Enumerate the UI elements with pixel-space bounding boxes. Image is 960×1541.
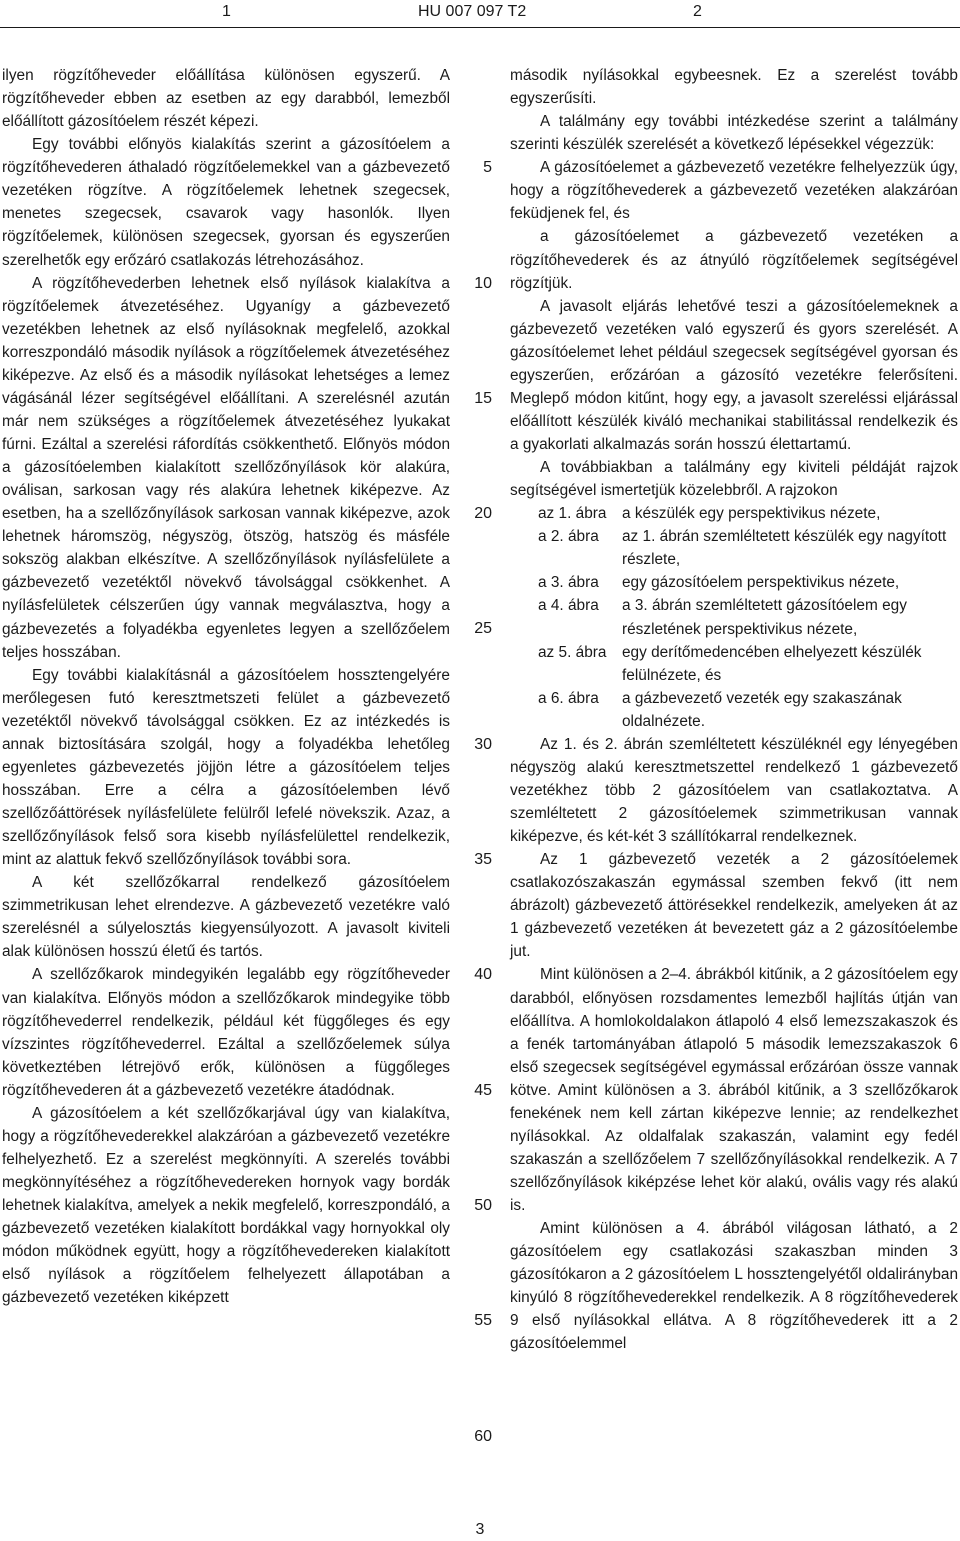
figure-description: egy derítőmedencében elhelyezett készülék felülnézete, és bbox=[622, 643, 922, 684]
figure-label: a 3. ábra bbox=[538, 574, 599, 592]
figure-description: a 3. ábrán szemléltetett gázosítóelem egy részletének perspektivikus nézete, bbox=[622, 597, 907, 638]
paragraph: A továbbiakban a találmány egy kiviteli példáját rajzok segítségével ismertetjük közelebbről. A rajzokon bbox=[510, 459, 958, 500]
line-number: 35 bbox=[474, 851, 492, 869]
page-number: 3 bbox=[475, 1521, 485, 1538]
line-number: 45 bbox=[474, 1081, 492, 1099]
line-number: 5 bbox=[483, 159, 492, 177]
paragraph: A gázosítóelemet a gázbevezető vezetékre felhelyezzük úgy, hogy a rögzítőhevederek a gázbevezető vezetéken alakzáróan feküdjenek fel, és bbox=[510, 159, 958, 223]
paragraph: A javasolt eljárás lehetővé teszi a gázosítóelemeknek a gázbevezető vezetéken való egyszerű és gyors szerelését. A gázosítóelemet lehet például szegecsek segítségével gyorsan és egyszerűen, erőzáróan a gázosító vezetékre felerősíteni. Meglepő módon kitűnt, hogy egy, a javasolt szereléssi eljárással előállított készülék kiváló mechanikai stabilitással rendelkezik és a gyakorlati alkalmazás során hosszú élettartamú. bbox=[510, 297, 958, 453]
line-number: 25 bbox=[474, 620, 492, 638]
figure-list-item bbox=[538, 502, 958, 525]
left-text-column bbox=[2, 64, 450, 1309]
paragraph: második nyílásokkal egybeesnek. Ez a szerelést tovább egyszerűsíti. bbox=[510, 67, 958, 108]
line-number: 60 bbox=[474, 1427, 492, 1445]
figure-label: a 4. ábra bbox=[538, 597, 599, 615]
figure-label: a 6. ábra bbox=[538, 689, 599, 707]
paragraph: Amint különösen a 4. ábrából világosan látható, a 2 gázosítóelem egy csatlakozási szakaszban minden 3 gázosítókaron a 2 gázosítóelem L hossztengelyétől oldalirányban kinyúló 8 rögzítőhevederekkel rendelkezik. A 8 rögzítőhevederek 9 első nyílásokkal ellátva. A 8 rögzítőhevederek itt a 2 gázosítóelemmel bbox=[510, 1220, 958, 1353]
figure-description: az 1. ábrán szemléltetett készülék egy nagyított részlete, bbox=[622, 528, 947, 569]
paragraph: A találmány egy további intézkedése szerint a találmány szerinti készülék szerelését a következő lépésekkel végezzük: bbox=[510, 113, 958, 154]
paragraph: ilyen rögzítőheveder előállítása különösen egyszerű. A rögzítőheveder ebben az esetben az egy darabból, lemezből előállított gázosítóelem részét képezi. bbox=[2, 67, 450, 131]
figure-list-item bbox=[538, 594, 958, 640]
header-rule bbox=[0, 27, 960, 28]
paragraph: a gázosítóelemet a gázbevezető vezetéken a rögzítőhevederek és az átnyúló rögzítőelemek segítségével rögzítjük. bbox=[510, 228, 958, 292]
paragraph: Az 1. és 2. ábrán szemléltetett készüléknél egy lényegében négyszög alakú keresztmetszettel rendelkező 1 gázbevezető vezetékhez több 2 gázosítóelem van csatlakoztatva. A szemléltetett 2 gázosítóelemek szimmetrikusan vannak kiképezve, és két-két 3 szállítókarral rendelkeznek. bbox=[510, 735, 958, 846]
line-number: 40 bbox=[474, 966, 492, 984]
figure-description: a készülék egy perspektivikus nézete, bbox=[622, 505, 881, 523]
paragraph: A rögzítőhevederben lehetnek első nyílások kialakítva a rögzítőelemek átvezetéséhez. Ugyanígy a gázbevezető vezetékben lehetnek az első nyílásoknak megfelelő, azokkal korreszpondáló második nyílások a rögzítőelemek átvezetéséhez kiképezve. Az első és a második nyílásokat lehetséges a lemez vágásánál lézer segítségével előállítani. A szerelésnél azután már nem szükséges a rögzítőelemek átvezetéséhez lyukakat fúrni. Ezáltal a szerelési ráfordítás csökkenthető. Előnyös módon a gázosítóelemben kialakított szellőzőnyílások kör alakúra, oválisan, sarkosan vagy rés alakúra lehetnek kiképezve. Az esetben, ha a szellőzőnyílások sarkosan vannak kiképezve, azok lehetnek háromszög, négyszög, ötszög, hatszög és másféle sokszög alakban elkészítve. A szellőzőnyílások nyílásfelülete a gázbevezető vezetéktől növekvő távolsággal csökkenhet. A nyílásfelületek célszerűen úgy vannak megválasztva, hogy a gázbevezetés a folyadékba egyenletes legyen a szellőzőelem teljes hosszában. bbox=[2, 274, 450, 661]
figure-list-item bbox=[538, 641, 958, 687]
header-right-page-number: 2 bbox=[693, 3, 702, 20]
figure-description: egy gázosítóelem perspektivikus nézete, bbox=[622, 574, 900, 592]
line-number: 30 bbox=[474, 735, 492, 753]
paragraph: A két szellőzőkarral rendelkező gázosítóelem szimmetrikusan lehet elrendezve. A gázbevezető vezetékre való szerelésnél a súlyelosztás kiegyensúlyozott. A javasolt kiviteli alak különösen hosszú életű és tartós. bbox=[2, 874, 450, 961]
right-column-bottom-text bbox=[510, 733, 958, 1356]
right-text-column bbox=[510, 64, 958, 1356]
figure-label: az 1. ábra bbox=[538, 505, 607, 523]
line-number: 20 bbox=[474, 505, 492, 523]
figure-list bbox=[538, 502, 958, 733]
paragraph: A gázosítóelem a két szellőzőkarjával úgy van kialakítva, hogy a rögzítőhevederekkel alakzáróan a gázbevezető vezetékre felhelyezhető. Ez a szerelést megkönnyíti. A szerelés további megkönnyítéséhez a rögzítőhevedereken hornyok vagy bordák lehetnek kialakítva, amelyek a nekik megfelelő, korreszpondáló, a gázbevezető vezetéken kialakított bordákkal vagy hornyokkal oly módon működnek együtt, hogy a rögzítőhevedereken kialakított első nyílások a rögzítőelem felhelyezett állapotában a gázbevezető vezetéken kiképzett bbox=[2, 1104, 450, 1307]
header-document-id: HU 007 097 T2 bbox=[418, 3, 527, 20]
figure-label: a 2. ábra bbox=[538, 528, 599, 546]
paragraph: A szellőzőkarok mindegyikén legalább egy rögzítőheveder van kialakítva. Előnyös módon a szellőzőkarok mindegyike több rögzítőhevederrel rendelkezik, például két függőleges és egy vízszintes rögzítőhevederrel. Ezáltal a szellőzőelemek súlya következtében létrejövő erők, különösen a függőleges rögzítőhevederen át a gázbevezető vezetékre átadódnak. bbox=[2, 966, 450, 1099]
paragraph: Egy további előnyös kialakítás szerint a gázosítóelem a rögzítőhevederen áthaladó rögzítőelemekkel van a gázbevezető vezetéken rögzítve. A rögzítőelemek lehetnek szegecsek, menetes szegecsek, csavarok vagy hasonlók. Ilyen rögzítőelemek, különösen szegecsek, gyorsan és egyszerűen szerelhetők egy erőzáró csatlakozás létrehozásához. bbox=[2, 136, 450, 269]
header-left-page-number: 1 bbox=[222, 3, 231, 20]
figure-list-item bbox=[538, 687, 958, 733]
line-number: 50 bbox=[474, 1196, 492, 1214]
line-number: 10 bbox=[474, 274, 492, 292]
paragraph: Egy további kialakításnál a gázosítóelem hossztengelyére merőlegesen futó keresztmetszeti felület a gázbevezető vezetéktől növekvő távolsággal csökken. Ez az intézkedés is annak biztosítására szolgál, hogy a folyadékba lehetőleg egyenletes gázbevezetés jöjjön létre a gázosítóelem teljes hosszában. Erre a célra a gázosítóelemben lévő szellőzőáttörések nyílásfelülete felülről lefelé növekszik. Azaz, a szellőzőnyílások felső sora kisebb nyílásfelülettel rendelkezik, mint az alattuk fekvő szellőzőnyílások további sora. bbox=[2, 666, 450, 869]
paragraph: Az 1 gázbevezető vezeték a 2 gázosítóelemek csatlakozószakaszán egymással szemben fekvő (itt nem ábrázolt) gázbevezető áttörésekkel rendelkezik, amelyeken át az 1 gázbevezető vezetéken át bevezetett gáz a 2 gázosítóelembe jut. bbox=[510, 851, 958, 961]
figure-list-item bbox=[538, 525, 958, 571]
line-number: 15 bbox=[474, 389, 492, 407]
right-column-top-text bbox=[510, 64, 958, 502]
line-number: 55 bbox=[474, 1312, 492, 1330]
paragraph: Mint különösen a 2–4. ábrákból kitűnik, a 2 gázosítóelem egy darabból, előnyösen rozsdamentes lemezből hajlítás útján van előállítva. A homlokoldalakon átlapoló 4 első lemezszakaszok és a fenék tartományában átlapoló 5 második lemezszakaszok 6 első szegecsek segítségével egymással erőzáróan össze vannak kötve. Amint különösen a 3. ábrából kitűnik, a 3 szellőzőkarok fenekének nem kell zártan kiképezve lennie; az rendelkezhet nyílásokkal. Az oldalfalak szakaszán, valamint egy fedél szakaszán a szellőzőelem 7 szellőzőnyílásokkal rendelkezik. A 7 szellőzőnyílások kiképzése lehet kör alakú, ovális vagy rés alakú is. bbox=[510, 966, 958, 1215]
figure-description: a gázbevezető vezeték egy szakaszának oldalnézete. bbox=[622, 689, 902, 730]
figure-label: az 5. ábra bbox=[538, 643, 607, 661]
figure-list-item bbox=[538, 571, 958, 594]
